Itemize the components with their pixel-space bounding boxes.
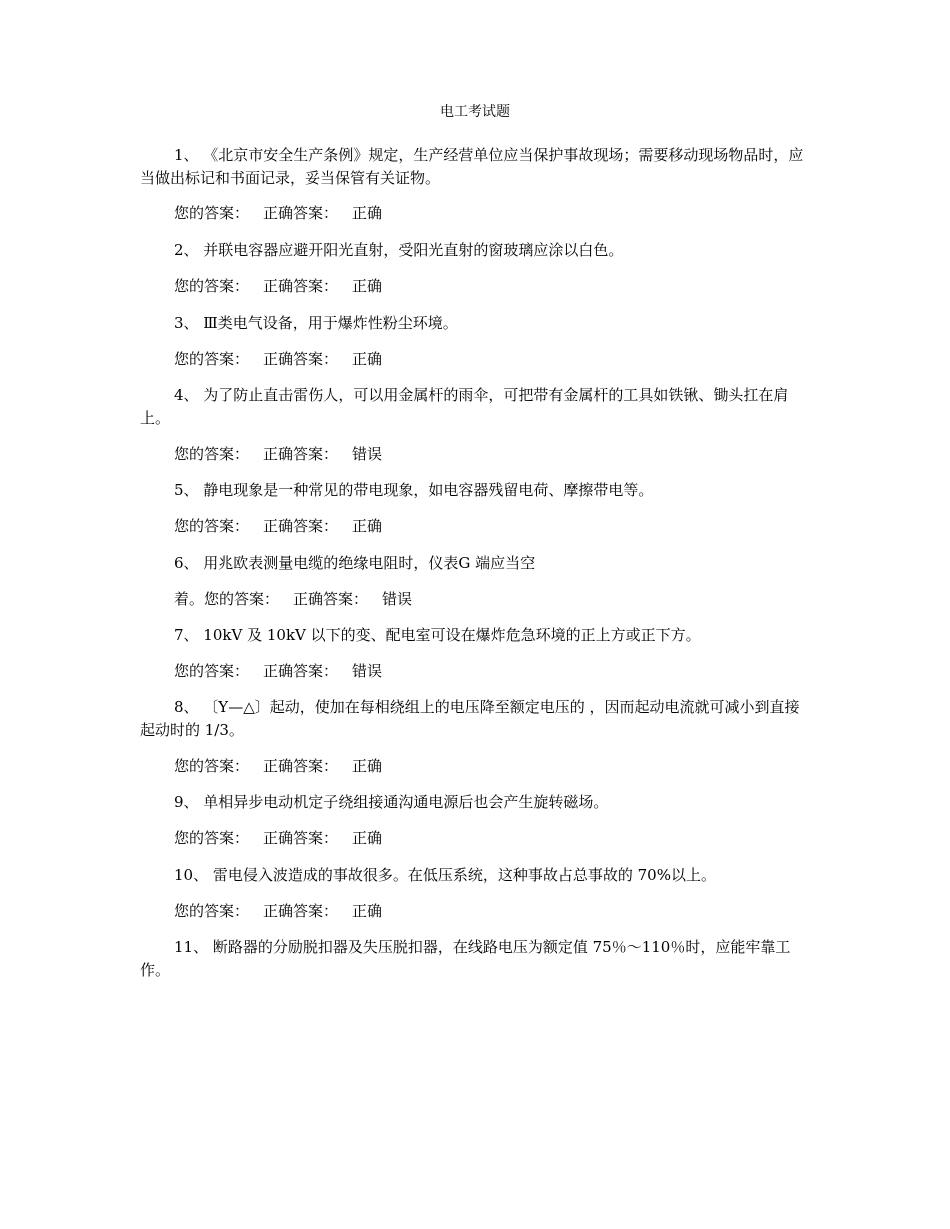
answer-line-3 (174, 348, 814, 371)
question-7: 7、 10kV 及 10kV 以下的变、配电室可设在爆炸危急环境的正上方或正下方。 (174, 626, 701, 644)
answer-line-7 (174, 660, 814, 683)
correct-answer-label: 正确答案： (293, 590, 369, 608)
correct-answer-value: 错误 (352, 662, 383, 680)
correct-answer-value: 正确 (352, 350, 383, 368)
question-6: 6、 用兆欧表测量电缆的绝缘电阻时，仪表G 端应当空 (174, 554, 536, 572)
question-8: 8、 〔Y—△〕起动，使加在每相绕组上的电压降至额定电压的 ，因而起动电流就可减小到直接起动时的 1/3。 (140, 698, 800, 739)
question-9: 9、 单相异步电动机定子绕组接通沟通电源后也会产生旋转磁场。 (174, 793, 609, 811)
your-answer-label: 您的答案： (174, 277, 250, 295)
correct-answer-value: 正确 (352, 829, 383, 847)
answer-line-4 (174, 443, 814, 466)
correct-answer-label: 正确答案： (263, 517, 339, 535)
question-1: 1、 《北京市安全生产条例》规定，生产经营单位应当保护事故现场；需要移动现场物品时，应当做出标记和书面记录，妥当保管有关证物。 (140, 146, 804, 187)
answer-line-9 (174, 827, 814, 850)
your-answer-label: 您的答案： (174, 517, 250, 535)
your-answer-label: 您的答案： (174, 757, 250, 775)
question-4: 4、 为了防止直击雷伤人，可以用金属杆的雨伞，可把带有金属杆的工具如铁锹、锄头扛在肩上。 (140, 386, 789, 427)
answer-prefix: 着。 (174, 590, 205, 608)
your-answer-label: 您的答案： (174, 350, 250, 368)
your-answer-label: 您的答案： (174, 829, 250, 847)
correct-answer-value: 错误 (352, 445, 383, 463)
correct-answer-label: 正确答案： (263, 662, 339, 680)
your-answer-label: 您的答案： (204, 590, 280, 608)
your-answer-label: 您的答案： (174, 445, 250, 463)
answer-line-8 (174, 755, 814, 778)
question-11: 11、 断路器的分励脱扣器及失压脱扣器，在线路电压为额定值 75％～110％时，应能牢靠工作。 (140, 938, 791, 979)
answer-line-5 (174, 515, 814, 538)
answer-line-1 (174, 202, 814, 225)
answer-line-6 (174, 588, 814, 611)
page-title: 电工考试题 (440, 104, 510, 120)
question-5: 5、 静电现象是一种常见的带电现象，如电容器残留电荷、摩擦带电等。 (174, 481, 654, 499)
correct-answer-label: 正确答案： (263, 757, 339, 775)
correct-answer-value: 正确 (352, 277, 383, 295)
answer-line-2 (174, 275, 814, 298)
correct-answer-label: 正确答案： (263, 445, 339, 463)
correct-answer-value: 正确 (352, 757, 383, 775)
your-answer-label: 您的答案： (174, 902, 250, 920)
correct-answer-value: 错误 (382, 590, 413, 608)
your-answer-label: 您的答案： (174, 204, 250, 222)
correct-answer-value: 正确 (352, 902, 383, 920)
correct-answer-value: 正确 (352, 517, 383, 535)
question-3: 3、 Ⅲ类电气设备，用于爆炸性粉尘环境。 (174, 314, 458, 332)
question-2: 2、 并联电容器应避开阳光直射，受阳光直射的窗玻璃应涂以白色。 (174, 241, 624, 259)
correct-answer-label: 正确答案： (263, 204, 339, 222)
your-answer-label: 您的答案： (174, 662, 250, 680)
answer-line-10 (174, 900, 814, 923)
correct-answer-label: 正确答案： (263, 829, 339, 847)
correct-answer-value: 正确 (352, 204, 383, 222)
question-10: 10、 雷电侵入波造成的事故很多。在低压系统，这种事故占总事故的 70%以上。 (174, 866, 716, 884)
correct-answer-label: 正确答案： (263, 350, 339, 368)
correct-answer-label: 正确答案： (263, 277, 339, 295)
correct-answer-label: 正确答案： (263, 902, 339, 920)
